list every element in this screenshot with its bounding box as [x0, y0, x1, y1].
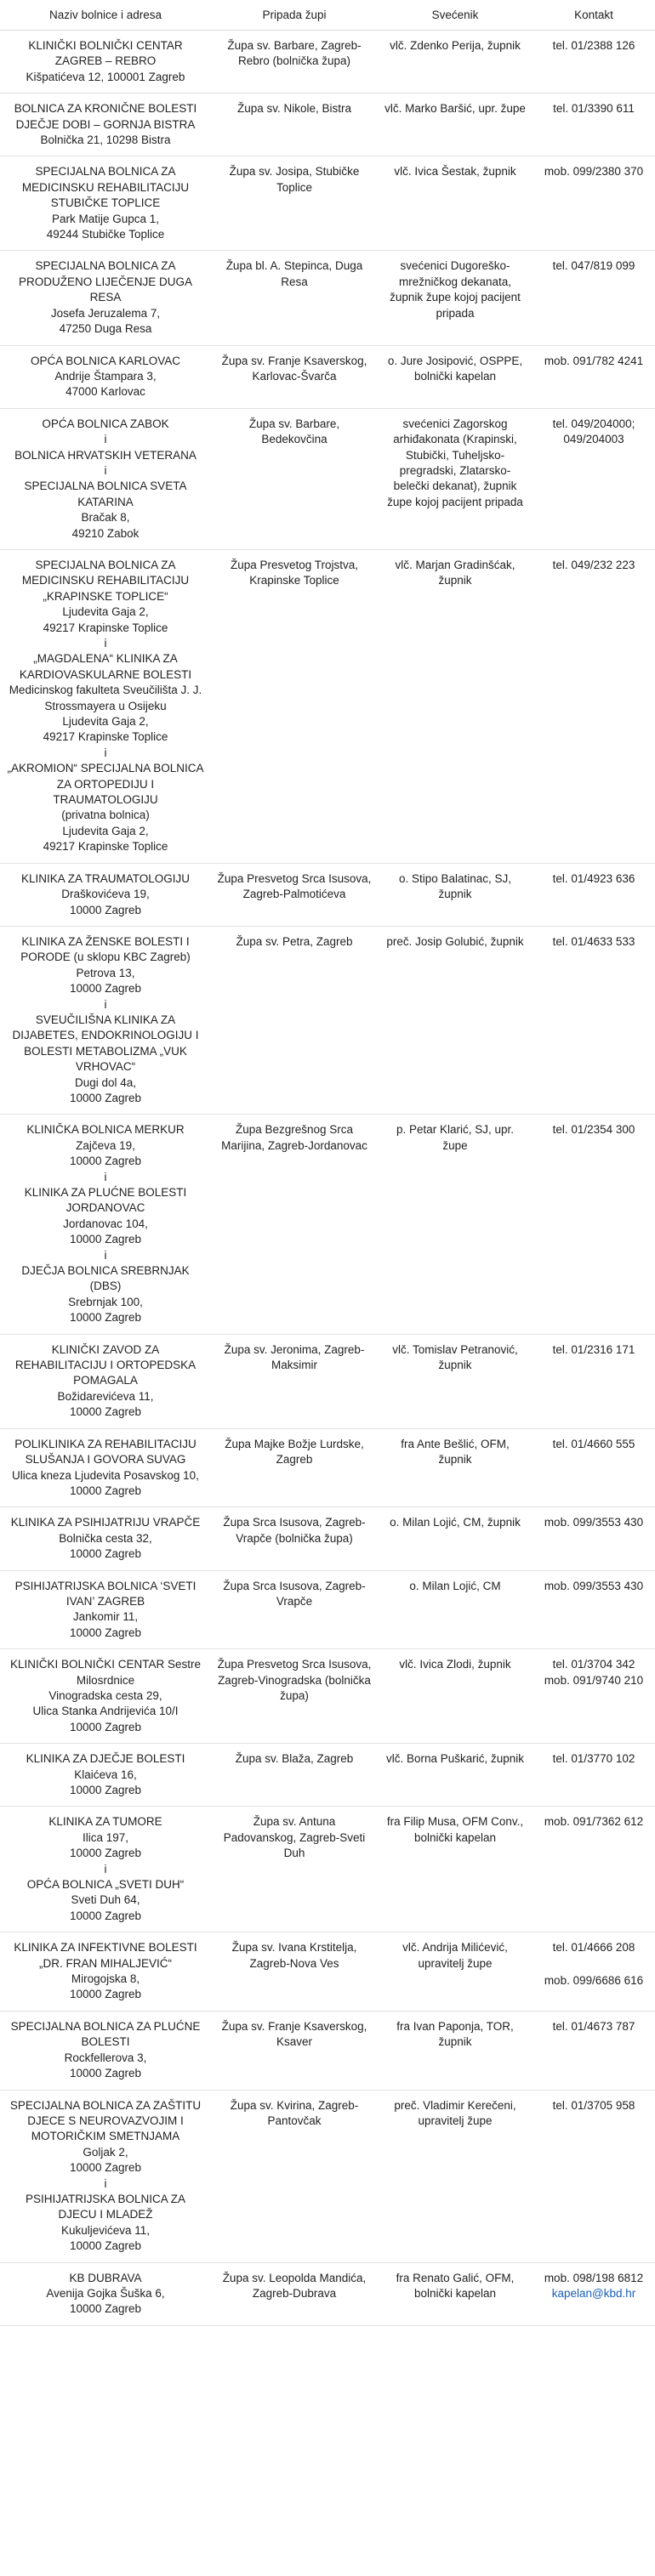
contact-phone: tel. 049/232 223 — [552, 558, 635, 571]
hospital-line: Ulica kneza Ljudevita Posavskog 10, — [12, 1468, 199, 1482]
hospital-line: OPĆA BOLNICA KARLOVAC — [30, 354, 181, 367]
parish-cell: Župa Srca Isusova, Zagreb-Vrapče (bolnička župa) — [211, 1507, 378, 1570]
hospital-name-address — [0, 1744, 211, 1807]
hospital-line: KLINIKA ZA PLUĆNE BOLESTI JORDANOVAC — [24, 1186, 187, 1215]
hospital-line: 10000 Zagreb — [69, 2239, 142, 2253]
table-row — [0, 1570, 655, 1649]
hospital-line: i — [104, 637, 107, 650]
hospital-line: 10000 Zagreb — [69, 1155, 142, 1168]
hospital-line: KB DUBRAVA — [69, 2271, 142, 2284]
priest-cell: o. Stipo Balatinac, SJ, župnik — [378, 863, 533, 926]
contact-cell — [533, 1334, 655, 1428]
hospital-line: „MAGDALENA“ KLINIKA ZA KARDIOVASKULARNE BOLESTI Medicinskog fakulteta Sveučilišta J. J. Strossmayera u Osijeku — [9, 652, 202, 712]
hospital-line: 10000 Zagreb — [69, 1847, 142, 1860]
contact-phone: mob. 099/6686 616 — [544, 1973, 644, 1987]
parish-cell: Župa Bezgrešnog Srca Marijina, Zagreb-Jordanovac — [211, 1115, 378, 1334]
contact-phone: tel. 01/4660 555 — [552, 1437, 635, 1450]
table-row — [0, 251, 655, 345]
table-row — [0, 1932, 655, 2011]
hospital-line: 47250 Duga Resa — [59, 322, 152, 336]
hospital-line: SPECIJALNA BOLNICA ZA ZAŠTITU DJECE S NEUROVAZVOJIM I MOTORIČKIM SMETNJAMA — [9, 2098, 202, 2143]
priest-cell: fra Ivan Paponja, TOR, župnik — [378, 2011, 533, 2090]
table-header-row — [0, 0, 655, 31]
parish-cell: Župa sv. Blaža, Zagreb — [211, 1744, 378, 1807]
hospital-line: KLINIKA ZA DJEČJE BOLESTI — [26, 1752, 185, 1766]
priest-cell: svećenici Dugoreško-mrežničkog dekanata, župnik župe kojoj pacijent pripada — [378, 251, 533, 345]
contact-cell — [533, 1115, 655, 1334]
hospital-line: DJEČJA BOLNICA SREBRNJAK (DBS) — [21, 1264, 190, 1293]
parish-cell: Župa Srca Isusova, Zagreb-Vrapče — [211, 1570, 378, 1649]
hospital-line: 10000 Zagreb — [69, 982, 142, 996]
priest-cell: o. Milan Lojić, CM, župnik — [378, 1507, 533, 1570]
priest-cell: preč. Josip Golubić, župnik — [378, 926, 533, 1114]
contact-phone: tel. 01/3704 342 — [552, 1658, 635, 1671]
hospital-line: Kukuljevićeva 11, — [60, 2223, 151, 2237]
contact-cell — [533, 94, 655, 156]
hospital-name-address — [0, 1649, 211, 1744]
hospital-line: (privatna bolnica) — [61, 809, 150, 822]
table-row — [0, 156, 655, 251]
hospital-line: Bolnička 21, 10298 Bistra — [40, 133, 171, 147]
parish-cell: Župa sv. Leopolda Mandića, Zagreb-Dubrava — [211, 2262, 378, 2325]
parish-cell: Župa sv. Franje Ksaverskog, Ksaver — [211, 2011, 378, 2090]
hospital-line: Jankomir 11, — [72, 1610, 139, 1624]
parish-cell: Župa bl. A. Stepinca, Duga Resa — [211, 251, 378, 345]
contact-cell — [533, 1744, 655, 1807]
hospital-name-address — [0, 926, 211, 1114]
table-row — [0, 549, 655, 863]
parish-cell: Župa Presvetog Srca Isusova, Zagreb-Palmotićeva — [211, 863, 378, 926]
contact-cell — [533, 926, 655, 1114]
hospital-line: Draškovićeva 19, — [61, 888, 150, 901]
parish-cell: Župa Majke Božje Lurdske, Zagreb — [211, 1428, 378, 1507]
hospital-line: Sveti Duh 64, — [71, 1893, 140, 1907]
contact-phone: tel. 01/2354 300 — [552, 1123, 635, 1137]
priest-cell: vlč. Marko Baršić, upr. župe — [378, 94, 533, 156]
parish-cell: Župa sv. Ivana Krstitelja, Zagreb-Nova Ves — [211, 1932, 378, 2011]
parish-cell: Župa Presvetog Srca Isusova, Zagreb-Vinogradska (bolnička župa) — [211, 1649, 378, 1744]
hospital-line: SPECIJALNA BOLNICA SVETA KATARINA — [24, 479, 187, 508]
header-hospital-name: Naziv bolnice i adresa — [0, 0, 211, 31]
parish-cell: Župa sv. Barbare, Bedekovčina — [211, 408, 378, 549]
hospital-line: Ljudevita Gaja 2, — [62, 605, 149, 619]
table-row — [0, 926, 655, 1114]
hospital-line: Bolnička cesta 32, — [59, 1531, 152, 1545]
hospital-line: Bračak 8, — [81, 511, 130, 525]
contact-phone: mob. 091/7362 612 — [544, 1815, 644, 1829]
hospital-line: KLINIKA ZA INFEKTIVNE BOLESTI „DR. FRAN MIHALJEVIĆ“ — [14, 1941, 197, 1970]
table-row — [0, 408, 655, 549]
hospital-name-address — [0, 863, 211, 926]
priest-cell: vlč. Marjan Gradinšćak, župnik — [378, 549, 533, 863]
hospital-line: KLINIČKI BOLNIČKI CENTAR ZAGREB – REBRO — [28, 39, 183, 68]
priest-cell: vlč. Tomislav Petranović, župnik — [378, 1334, 533, 1428]
header-parish: Pripada župi — [211, 0, 378, 31]
table-row — [0, 1744, 655, 1807]
contact-email-link[interactable]: kapelan@kbd.hr — [551, 2286, 636, 2300]
contact-cell — [533, 2262, 655, 2325]
hospital-name-address — [0, 251, 211, 345]
contact-phone: mob. 098/198 6812 — [544, 2271, 644, 2284]
hospital-line: i — [104, 746, 107, 759]
hospital-name-address — [0, 345, 211, 408]
hospital-line: Ilica 197, — [82, 1830, 129, 1844]
hospital-name-address — [0, 1807, 211, 1932]
hospital-name-address — [0, 2011, 211, 2090]
hospital-line: Božidarevićeva 11, — [57, 1389, 154, 1403]
hospital-line: KLINIČKI ZAVOD ZA REHABILITACIJU I ORTOPEDSKA POMAGALA — [14, 1342, 196, 1387]
hospital-line: Dugi dol 4a, — [74, 1075, 137, 1089]
table-row — [0, 2262, 655, 2325]
parish-cell: Župa sv. Petra, Zagreb — [211, 926, 378, 1114]
contact-cell — [533, 251, 655, 345]
hospital-line: SPECIJALNA BOLNICA ZA PLUĆNE BOLESTI — [10, 2019, 201, 2049]
contact-phone: mob. 091/782 4241 — [544, 354, 644, 367]
hospital-line: i — [104, 997, 107, 1011]
hospital-line: Park Matije Gupca 1, — [51, 212, 160, 225]
contact-cell — [533, 345, 655, 408]
hospital-line: OPĆA BOLNICA „SVETI DUH“ — [26, 1878, 185, 1892]
hospital-line: 49217 Krapinske Toplice — [43, 840, 168, 854]
hospital-line: Klaićeva 16, — [74, 1767, 137, 1781]
hospital-line: i — [104, 2176, 107, 2190]
priest-cell: o. Milan Lojić, CM — [378, 1570, 533, 1649]
contact-cell — [533, 1570, 655, 1649]
priest-cell: vlč. Andrija Milićević, upravitelj župe — [378, 1932, 533, 2011]
hospital-line: Josefa Jeruzalema 7, — [50, 306, 161, 320]
priest-cell: o. Jure Josipović, OSPPE, bolnički kapelan — [378, 345, 533, 408]
hospital-name-address — [0, 31, 211, 94]
hospital-line: BOLNICA ZA KRONIČNE BOLESTI DJEČJE DOBI – GORNJA BISTRA — [14, 102, 197, 131]
contact-cell — [533, 863, 655, 926]
hospital-line: Ljudevita Gaja 2, — [62, 715, 149, 729]
contact-cell — [533, 1428, 655, 1507]
table-row — [0, 2090, 655, 2262]
hospital-line: 49244 Stubičke Toplice — [46, 228, 165, 241]
priest-cell: vlč. Zdenko Perija, župnik — [378, 31, 533, 94]
contact-phone: tel. 01/4673 787 — [552, 2019, 635, 2033]
hospital-line: Goljak 2, — [83, 2145, 128, 2159]
hospital-line: PSIHIJATRIJSKA BOLNICA ‘SVETI IVAN’ ZAGREB — [14, 1579, 196, 1608]
hospital-line: Andrije Štampara 3, — [54, 369, 157, 383]
hospital-line: SVEUČILIŠNA KLINIKA ZA DIJABETES, ENDOKRINOLOGIJU I BOLESTI METABOLIZMA „VUK VRHOVAC“ — [12, 1013, 199, 1074]
hospital-line: POLIKLINIKA ZA REHABILITACIJU SLUŠANJA I GOVORA SUVAG — [14, 1437, 196, 1467]
contact-phone: tel. 047/819 099 — [552, 259, 635, 273]
priest-cell: svećenici Zagorskog arhiđakonata (Krapinski, Stubički, Tuheljsko-pregradski, Zlatarsko-belečki dekanat), župnik župe kojoj pacijent pripada — [378, 408, 533, 549]
priest-cell: preč. Vladimir Kerečeni, upravitelj župe — [378, 2090, 533, 2262]
hospital-name-address — [0, 2262, 211, 2325]
hospital-line: 10000 Zagreb — [69, 1311, 142, 1325]
contact-phone: mob. 099/3553 430 — [544, 1579, 644, 1592]
contact-cell — [533, 1932, 655, 2011]
hospital-name-address — [0, 549, 211, 863]
hospital-line: 47000 Karlovac — [66, 385, 145, 399]
table-row — [0, 1428, 655, 1507]
hospital-line: KLINIČKA BOLNICA MERKUR — [26, 1123, 185, 1137]
hospital-name-address — [0, 156, 211, 251]
contact-phone: tel. 01/4923 636 — [552, 871, 635, 885]
hospital-line: PSIHIJATRIJSKA BOLNICA ZA DJECU I MLADEŽ — [25, 2192, 186, 2221]
hospital-line: KLINIKA ZA TRAUMATOLOGIJU — [20, 871, 191, 885]
hospital-line: SPECIJALNA BOLNICA ZA MEDICINSKU REHABILITACIJU STUBIČKE TOPLICE — [21, 165, 190, 210]
hospital-line: 10000 Zagreb — [69, 903, 142, 916]
hospital-line: Ulica Stanka Andrijevića 10/I — [32, 1705, 179, 1718]
parish-cell: Župa Presvetog Trojstva, Krapinske Toplice — [211, 549, 378, 863]
table-row — [0, 1649, 655, 1744]
hospital-line: 10000 Zagreb — [69, 1909, 142, 1922]
hospital-name-address — [0, 2090, 211, 2262]
hospital-line: Mirogojska 8, — [71, 1972, 140, 1986]
contact-spacer — [538, 1956, 650, 1973]
header-contact: Kontakt — [533, 0, 655, 31]
contact-cell — [533, 549, 655, 863]
contact-cell — [533, 1649, 655, 1744]
contact-phone: mob. 091/9740 210 — [544, 1673, 644, 1687]
contact-phone: tel. 01/4633 533 — [552, 934, 635, 948]
contact-cell — [533, 31, 655, 94]
hospital-name-address — [0, 94, 211, 156]
hospital-line: i — [104, 1170, 107, 1183]
hospital-line: 10000 Zagreb — [69, 1091, 142, 1104]
hospital-line: Avenija Gojka Šuška 6, — [46, 2286, 165, 2300]
parish-cell: Župa sv. Barbare, Zagreb-Rebro (bolnička župa) — [211, 31, 378, 94]
hospital-line: 10000 Zagreb — [69, 1720, 142, 1733]
table-row — [0, 1807, 655, 1932]
hospital-line: 10000 Zagreb — [69, 1784, 142, 1796]
contact-cell — [533, 1807, 655, 1932]
hospital-line: 10000 Zagreb — [69, 1484, 142, 1497]
priest-cell: fra Renato Galić, OFM, bolnički kapelan — [378, 2262, 533, 2325]
contact-phone: tel. 01/2388 126 — [552, 39, 635, 52]
parish-cell: Župa sv. Kvirina, Zagreb-Pantovčak — [211, 2090, 378, 2262]
header-priest: Svećenik — [378, 0, 533, 31]
hospital-line: Rockfellerova 3, — [64, 2051, 147, 2064]
priest-cell: p. Petar Klarić, SJ, upr. župe — [378, 1115, 533, 1334]
hospital-line: 49210 Zabok — [71, 526, 140, 540]
hospital-name-address — [0, 1932, 211, 2011]
hospital-line: Vinogradska cesta 29, — [48, 1688, 162, 1702]
parish-cell: Župa sv. Nikole, Bistra — [211, 94, 378, 156]
hospital-line: SPECIJALNA BOLNICA ZA MEDICINSKU REHABILITACIJU „KRAPINSKE TOPLICE“ — [21, 558, 190, 603]
hospital-line: KLINIKA ZA ŽENSKE BOLESTI I PORODE (u sklopu KBC Zagreb) — [20, 934, 191, 964]
hospital-line: Ljudevita Gaja 2, — [62, 824, 149, 837]
hospital-line: 10000 Zagreb — [69, 2302, 142, 2316]
parish-cell: Župa sv. Jeronima, Zagreb-Maksimir — [211, 1334, 378, 1428]
contact-phone: tel. 01/3705 958 — [552, 2098, 635, 2112]
contact-cell — [533, 408, 655, 549]
hospital-line: i — [104, 1248, 107, 1262]
table-row — [0, 1115, 655, 1334]
table-row — [0, 1334, 655, 1428]
contact-phone: tel. 01/3390 611 — [553, 102, 635, 116]
hospital-name-address — [0, 1115, 211, 1334]
hospital-name-address — [0, 1570, 211, 1649]
priest-cell: vlč. Ivica Zlodi, župnik — [378, 1649, 533, 1744]
hospital-line: i — [104, 433, 107, 446]
hospital-line: OPĆA BOLNICA ZABOK — [42, 417, 169, 430]
hospital-line: Petrova 13, — [76, 966, 135, 979]
contact-cell — [533, 2011, 655, 2090]
hospital-line: Kišpatićeva 12, 100001 Zagreb — [26, 70, 185, 83]
contact-phone: mob. 099/3553 430 — [544, 1516, 644, 1529]
hospital-line: KLINIKA ZA TUMORE — [48, 1815, 162, 1829]
contact-cell — [533, 156, 655, 251]
contact-phone: tel. 01/3770 102 — [552, 1752, 635, 1766]
hospital-line: Jordanovac 104, — [63, 1217, 148, 1230]
hospital-line: 49217 Krapinske Toplice — [43, 730, 168, 744]
contact-phone: tel. 01/4666 208 — [552, 1941, 635, 1955]
table-row — [0, 1507, 655, 1570]
contact-cell — [533, 1507, 655, 1570]
hospital-line: 49217 Krapinske Toplice — [43, 621, 168, 634]
contact-phone: mob. 099/2380 370 — [544, 165, 644, 179]
table-row — [0, 31, 655, 94]
contact-cell — [533, 2090, 655, 2262]
hospital-line: Srebrnjak 100, — [68, 1295, 143, 1308]
table-row — [0, 2011, 655, 2090]
table-row — [0, 94, 655, 156]
contact-phone: tel. 01/2316 171 — [552, 1342, 635, 1356]
hospital-line: 10000 Zagreb — [69, 2067, 142, 2080]
priest-cell: fra Filip Musa, OFM Conv., bolnički kapelan — [378, 1807, 533, 1932]
hospital-line: 10000 Zagreb — [69, 2161, 142, 2175]
table-row — [0, 345, 655, 408]
hospital-line: i — [104, 1862, 107, 1875]
parish-cell: Župa sv. Antuna Padovanskog, Zagreb-Sveti Duh — [211, 1807, 378, 1932]
hospital-line: Zajčeva 19, — [76, 1138, 135, 1152]
hospital-line: „AKROMION“ SPECIJALNA BOLNICA ZA ORTOPEDIJU I TRAUMATOLOGIJU — [7, 762, 204, 807]
parish-cell: Župa sv. Franje Ksaverskog, Karlovac-Švarča — [211, 345, 378, 408]
hospital-line: 10000 Zagreb — [69, 1547, 142, 1561]
hospital-line: KLINIKA ZA PSIHIJATRIJU VRAPČE — [10, 1516, 201, 1529]
hospital-line: SPECIJALNA BOLNICA ZA PRODUŽENO LIJEČENJE DUGA RESA — [18, 259, 193, 304]
hospital-line: 10000 Zagreb — [69, 1405, 142, 1419]
hospital-line: BOLNICA HRVATSKIH VETERANA — [14, 448, 196, 462]
hospital-name-address — [0, 408, 211, 549]
hospital-line: 10000 Zagreb — [69, 1988, 142, 2001]
hospital-line: 10000 Zagreb — [69, 1233, 142, 1246]
priest-cell: fra Ante Bešlić, OFM, župnik — [378, 1428, 533, 1507]
hospital-name-address — [0, 1507, 211, 1570]
hospital-line: 10000 Zagreb — [69, 1626, 142, 1639]
hospital-line: i — [104, 463, 107, 477]
hospital-name-address — [0, 1428, 211, 1507]
hospital-line: KLINIČKI BOLNIČKI CENTAR Sestre Milosrdnice — [9, 1658, 202, 1687]
table-row — [0, 863, 655, 926]
hospital-name-address — [0, 1334, 211, 1428]
table-body — [0, 31, 655, 2326]
contact-phone: tel. 049/204000; 049/204003 — [552, 417, 635, 446]
parish-cell: Župa sv. Josipa, Stubičke Toplice — [211, 156, 378, 251]
priest-cell: vlč. Borna Puškarić, župnik — [378, 1744, 533, 1807]
priest-cell: vlč. Ivica Šestak, župnik — [378, 156, 533, 251]
